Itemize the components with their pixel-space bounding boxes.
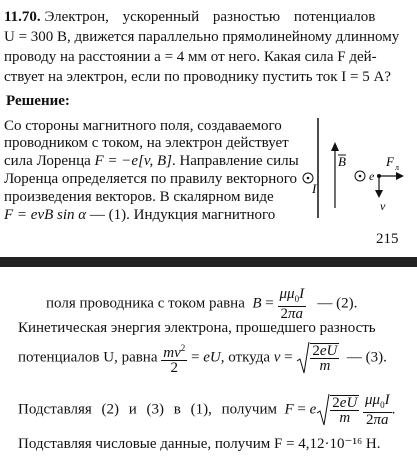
problem-number: 11.70. (4, 9, 41, 25)
velocity-label: v (380, 199, 386, 213)
force-vector-head (396, 172, 404, 180)
problem-line-1: Электрон, ускоренный разностью потенциалов (44, 9, 376, 25)
solution-heading: Решение: (6, 93, 70, 109)
cont-text-3: потенциалов U, равна (18, 349, 158, 366)
cont-line-2: Кинетическая энергия электрона, прошедшего разность (18, 320, 376, 336)
force-subscript: л (395, 163, 399, 172)
page-gap (0, 257, 417, 267)
kinetic-formula: $\frac{mv^2}{2}$ (163, 343, 186, 376)
velocity-vector-head (375, 190, 383, 198)
final-sqrt-formula: $\frac{2eU}{m}$ (332, 395, 358, 426)
induction-text: — (1). Индукция магнитного (89, 207, 276, 223)
cont-line-3: потенциалов U, равна $\frac{mv^2}{2}$ = eU, откуда v = $\frac{2eU}{m}$ — (3). (18, 343, 387, 376)
solution-line-4: Лоренца определяется по правилу векторного (4, 171, 297, 187)
cont-text-1: поля проводника с током равна (46, 295, 245, 312)
cont-period: . (391, 401, 396, 418)
current-out-dot (307, 177, 310, 180)
lorentz-formula: F = −e[v, B] (94, 153, 172, 169)
solution-line-5: произведения векторов. В скалярном виде (4, 189, 274, 205)
page-number: 215 (376, 231, 399, 247)
solution-line-3 (4, 152, 299, 170)
problem-line-2: U = 300 В, движется параллельно прямолинейному длинному (4, 29, 400, 45)
eq-3-label: — (3). (346, 349, 387, 366)
solution-line-1: Со стороны магнитного поля, создаваемого (4, 118, 282, 134)
current-label: I (312, 181, 317, 196)
problem-line-3: проводу на расстоянии a = 4 мм от него. Какая сила F дей- (4, 49, 377, 65)
problem-statement (4, 8, 375, 26)
sqrt-icon (296, 341, 310, 375)
lorentz-text-2: . Направление силы (171, 153, 299, 169)
solution-line-6 (4, 206, 275, 224)
cont-text-3b: , откуда (220, 349, 270, 366)
electron-label: e (369, 169, 375, 183)
wire-electron-figure (300, 118, 410, 218)
solution-line-2: проводником с током, на электрон действует (4, 135, 289, 151)
problem-line-4: ствует на электрон, если по проводнику пустить ток I = 5 А? (4, 69, 391, 85)
book-page-216 (0, 267, 417, 467)
force-label: F (386, 154, 394, 169)
cont-line-1: поля проводника с током равна B = $\frac{\mu\mu_0I}{2\pi a}$ — (2). (46, 286, 358, 322)
velocity-formula: $\frac{2eU}{m}$ (312, 343, 338, 374)
b-vector-head (331, 142, 339, 151)
sqrt-icon-2 (316, 393, 330, 427)
field-dot (359, 175, 362, 178)
cont-text-4: Подставляя (2) и (3) в (1), получим (18, 401, 277, 418)
cont-line-4: Подставляя (2) и (3) в (1), получим F = e $\frac{2eU}{m}$ $\frac{\mu\mu_0I}{2\pi a}$ . (18, 392, 396, 428)
cont-line-5: Подставляя числовые данные, получим F = 4,12·10⁻¹⁶ Н. (18, 436, 381, 452)
b-label: B (338, 154, 346, 169)
eq-2-label: — (2). (317, 295, 358, 312)
scalar-formula: F = evB sin α (4, 207, 87, 223)
b-formula: $\frac{\mu\mu_0I}{2\pi a}$ (279, 286, 305, 322)
lorentz-text: сила Лоренца (4, 153, 91, 169)
final-b-formula: $\frac{\mu\mu_0I}{2\pi a}$ (365, 392, 390, 428)
